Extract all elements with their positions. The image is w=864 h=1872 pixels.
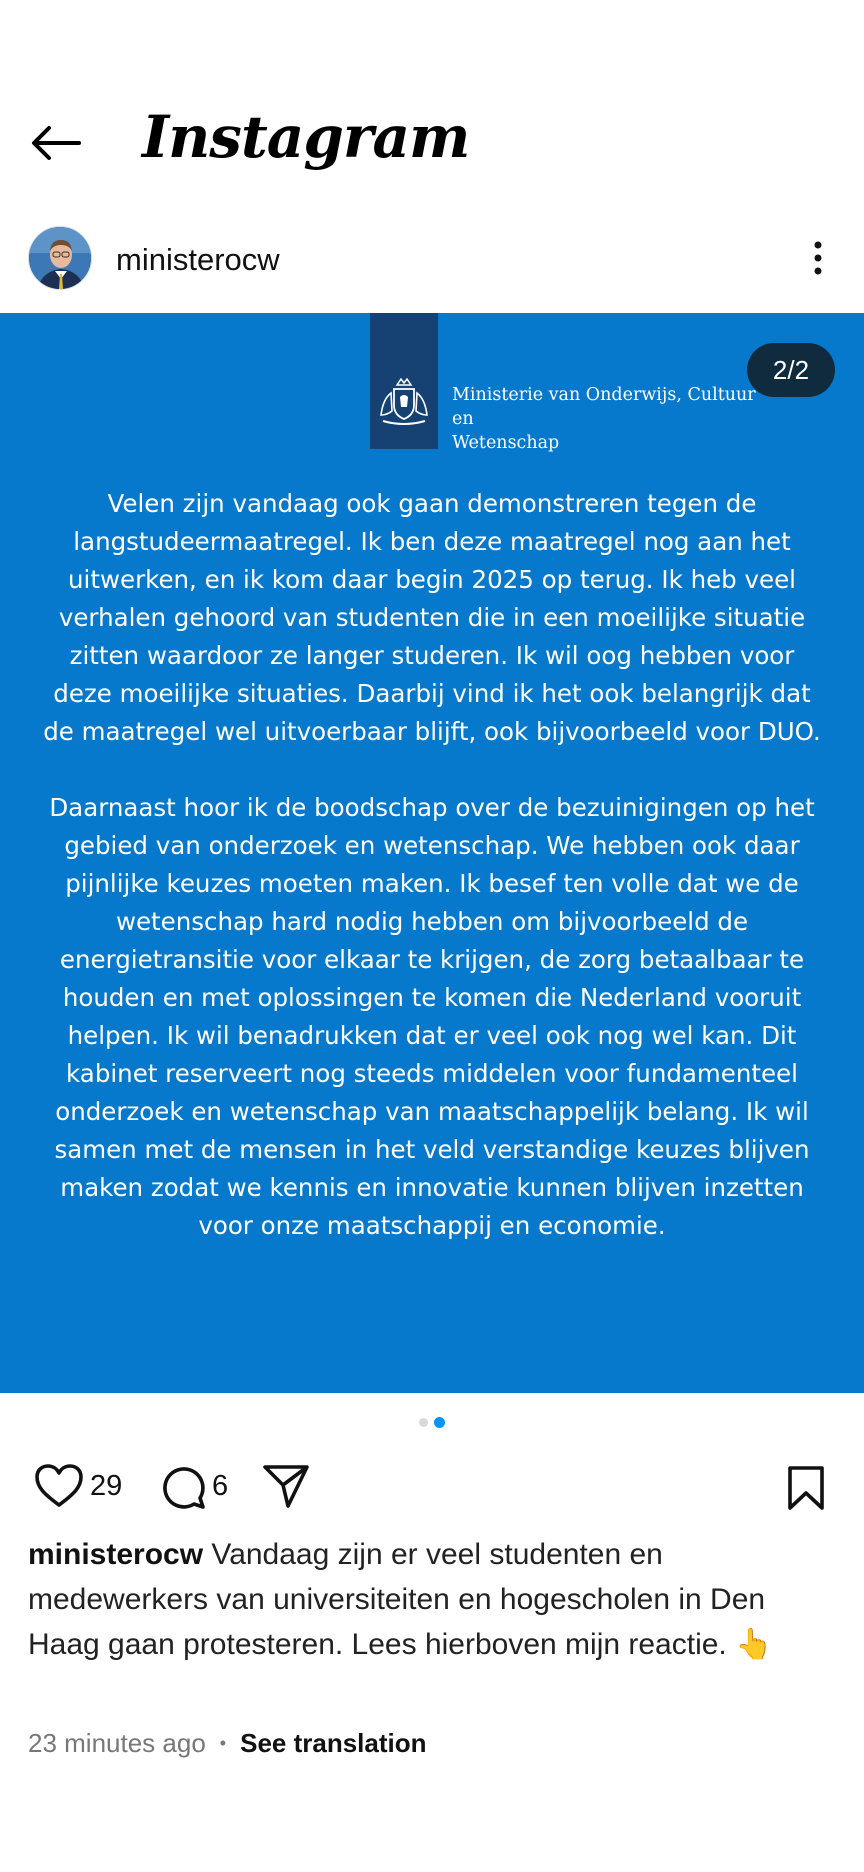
- post-header: [0, 222, 864, 294]
- comment-button[interactable]: [158, 1458, 228, 1514]
- app-logo: Instagram: [142, 103, 470, 171]
- action-bar: [0, 1458, 864, 1514]
- send-icon: [262, 1463, 310, 1509]
- app-header: [0, 95, 864, 195]
- comment-count: 6: [212, 1469, 229, 1502]
- caption-text: Vandaag zijn er veel studenten en medewerkers van universiteiten en hogescholen in Den Haag gaan protesteren. Lees hierboven mijn reactie. 👆: [28, 1538, 773, 1661]
- post-image-text: [40, 485, 824, 1283]
- like-count: 29: [90, 1469, 123, 1502]
- post-meta: [28, 1723, 427, 1763]
- profile-avatar[interactable]: [28, 226, 92, 290]
- post-caption: [28, 1532, 838, 1667]
- like-button[interactable]: [34, 1458, 122, 1514]
- carousel-dot-active: [434, 1417, 445, 1428]
- heart-icon: [34, 1463, 84, 1509]
- share-button[interactable]: [262, 1458, 310, 1514]
- post-username[interactable]: ministerocw: [116, 242, 280, 277]
- back-button[interactable]: [28, 121, 84, 165]
- more-vertical-icon: [813, 240, 823, 276]
- coat-of-arms-icon: [377, 375, 431, 427]
- slide-counter: 2/2: [747, 343, 835, 397]
- carousel-dot: [419, 1418, 428, 1427]
- post-paragraph-1: Velen zijn vandaag ook gaan demonstreren tegen de langstudeermaatregel. Ik ben deze maatregel nog aan het uitwerken, en ik kom daar begin 2025 op terug. Ik heb veel verhalen gehoord van studenten die in een moeilijke situatie zitten waardoor ze langer studeren. Ik wil oog hebben voor deze moeilijke situaties. Daarbij vind ik het ook belangrijk dat de maatregel wel uitvoerbaar blijft, ook bijvoorbeeld voor DUO.: [43, 489, 821, 746]
- bookmark-icon: [786, 1465, 826, 1511]
- post-timestamp: 23 minutes ago: [28, 1727, 206, 1758]
- see-translation-link[interactable]: See translation: [240, 1727, 427, 1758]
- comment-icon: [158, 1462, 206, 1510]
- save-button[interactable]: [782, 1462, 830, 1514]
- government-logo-band: [370, 313, 438, 449]
- caption-username[interactable]: ministerocw: [28, 1538, 204, 1571]
- meta-separator: •: [219, 1732, 227, 1753]
- arrow-left-icon: [31, 125, 81, 161]
- post-paragraph-2: Daarnaast hoor ik de boodschap over de bezuinigingen op het gebied van onderzoek en wetenschap. We hebben ook daar pijnlijke keuzes moeten maken. Ik besef ten volle dat we de wetenschap hard nodig hebben om bijvoorbeeld de energietransitie voor elkaar te krijgen, de zorg betaalbaar te houden en met oplossingen te komen die Nederland vooruit helpen. Ik wil benadrukken dat er veel ook nog wel kan. Dit kabinet reserveert nog steeds middelen voor fundamenteel onderzoek en wetenschap van maatschappelijk belang. Ik wil samen met de mensen in het veld verstandige keuzes blijven maken zodat we kennis en innovatie kunnen blijven inzetten voor onze maatschappij en economie.: [49, 793, 815, 1240]
- ministry-name: Ministerie van Onderwijs, Cultuur en Wetenschap: [452, 385, 756, 453]
- post-options-button[interactable]: [800, 236, 836, 280]
- post-image[interactable]: [0, 313, 864, 1393]
- carousel-indicator: [0, 1418, 864, 1430]
